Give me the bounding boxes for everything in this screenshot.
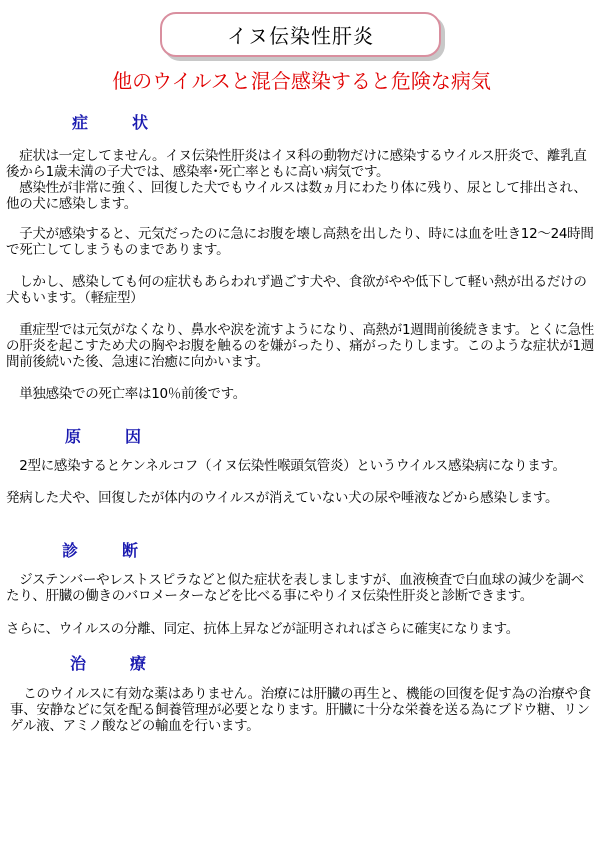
- heading-symptoms: 症 状: [72, 113, 163, 132]
- symptoms-paragraph-2: 感染性が非常に強く、回復した犬でもウイルスは数ヵ月にわたり体に残り、尿として排出され、他の犬に感染します。: [6, 180, 587, 212]
- treatment-paragraph-1: このウイルスに有効な薬はありません。治療には肝臓の再生と、機能の回復を促す為の治療や食事、安静などに気を配る飼養管理が必要となります。肝臓に十分な栄養を送る為にブドウ糖、リンゲル液、アミノ酸などの輸血を行います。: [10, 686, 591, 734]
- diagnosis-paragraph-1: ジステンバーやレストスピラなどと似た症状を表しましますが、血液検査で白血球の減少を調べたり、肝臓の働きのバロメーターなどを比べる事にやりイヌ伝染性肝炎と診断できます。: [6, 572, 584, 604]
- page-subtitle: 他のウイルスと混合感染すると危険な病気: [112, 69, 491, 93]
- heading-diagnosis: 診 断: [62, 541, 153, 560]
- symptoms-paragraph-6: 単独感染での死亡率は10％前後です。: [6, 386, 246, 402]
- heading-cause: 原 因: [65, 427, 156, 446]
- symptoms-paragraph-3: 子犬が感染すると、元気だったのに急にお腹を壊し高熱を出したり、時には血を吐き12～24時間で死亡してしまうものまであります。: [6, 226, 594, 258]
- page-title-box: [160, 12, 441, 57]
- cause-paragraph-1: 2型に感染するとケンネルコフ（イヌ伝染性喉頭気管炎）というウイルス感染病になります。: [6, 458, 566, 474]
- symptoms-paragraph-5: 重症型では元気がなくなり、鼻水や涙を流すようになり、高熱が1週間前後続きます。とくに急性の肝炎を起こすため犬の胸やお腹を触るのを嫌がったり、痛がったりします。このような症状が1週間前後続いた後、急速に治癒に向かいます。: [6, 322, 595, 370]
- symptoms-paragraph-1: 症状は一定してません。イヌ伝染性肝炎はイヌ科の動物だけに感染するウイルス肝炎で、離乳直後から1歳未満の子犬では、感染率･死亡率ともに高い病気です。: [6, 148, 587, 180]
- heading-treatment: 治 療: [70, 654, 161, 673]
- page-title: イヌ伝染性肝炎: [227, 24, 374, 48]
- cause-paragraph-2: 発病した犬や、回復したが体内のウイルスが消えていない犬の尿や唾液などから感染します。: [6, 490, 559, 506]
- diagnosis-paragraph-2: さらに、ウイルスの分離、同定、抗体上昇などが証明されればさらに確実になります。: [6, 621, 519, 637]
- symptoms-paragraph-4: しかし、感染しても何の症状もあらわれず過ごす犬や、食欲がやや低下して軽い熱が出るだけの犬もいます。（軽症型）: [6, 274, 587, 306]
